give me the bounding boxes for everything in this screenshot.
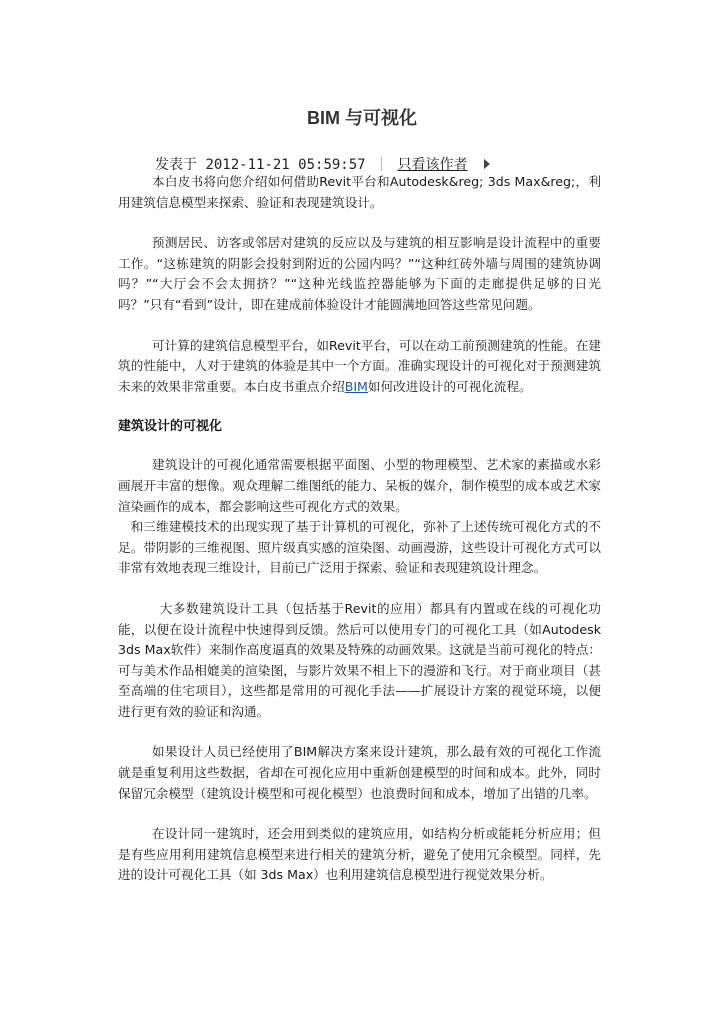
paragraph-design-tools: 大多数建筑设计工具（包括基于Revit的应用）都具有内置或在线的可视化功能，以便在设计流程中快速得到反馈。然后可以使用专门的可视化工具（如Autodesk 3ds Max软件）来制作高度逼真的效果及特殊的动画效果。这就是当前可视化的特点：可与美术作品相媲美的渲染图，与影片效果不相上下的漫游和飞行。对于商业项目（甚至高端的住宅项目），这些都是常用的可视化手法——扩展设计方案的视觉环境，以便进行更有效的验证和沟通。 — [118, 600, 601, 719]
paragraph-3d-modeling: 和三维建模技术的出现实现了基于计算机的可视化，弥补了上述传统可视化方式的不足。带阴影的三维视图、照片级真实感的渲染图、动画漫游，这些设计可视化方式可以非常有效地表现三维设计，目前已广泛用于探索、验证和表现建筑设计理念。 — [118, 519, 601, 576]
paragraph-traditional-visualization: 建筑设计的可视化通常需要根据平面图、小型的物理模型、艺术家的素描或水彩画展开丰富的想像。观众理解二维图纸的能力、呆板的媒介，制作模型的成本或艺术家渲染画作的成本，都会影响这些可视化方式的效果。 — [118, 457, 601, 514]
author-only-link[interactable]: 只看该作者 — [397, 157, 468, 173]
posted-label: 发表于 — [155, 157, 197, 173]
meta-divider — [381, 157, 382, 171]
page-title: BIM 与可视化 — [307, 108, 417, 128]
paragraph-bim-platform-text-2: 如何改进设计的可视化流程。 — [367, 378, 532, 394]
paragraph-workflow: 如果设计人员已经使用了BIM解决方案来设计建筑，那么最有效的可视化工作流就是重复利用这些数据，省却在可视化应用中重新创建模型的时间和成本。此外，同时保留冗余模型（建筑设计模型和可视化模型）也浪费时间和成本，增加了出错的几率。 — [118, 744, 601, 801]
bim-link[interactable]: BIM — [344, 378, 368, 394]
paragraph-intro: 本白皮书将向您介绍如何借助Revit平台和Autodesk&reg; 3ds Max&reg;，利用建筑信息模型来探索、验证和表现建筑设计。 — [118, 174, 601, 210]
section-heading: 建筑设计的可视化 — [118, 419, 223, 435]
paragraph-analysis: 在设计同一建筑时，还会用到类似的建筑应用，如结构分析或能耗分析应用；但是有些应用利用建筑信息模型来进行相关的建筑分析，避免了使用冗余模型。同样，先进的设计可视化工具（如 3ds Max）也利用建筑信息模型进行视觉效果分析。 — [118, 826, 601, 883]
post-datetime: 2012-11-21 05:59:57 — [205, 157, 366, 173]
paragraph-prediction: 预测居民、访客或邻居对建筑的反应以及与建筑的相互影响是设计流程中的重要工作。“这栋建筑的阴影会投射到附近的公园内吗？”“这种红砖外墙与周围的建筑协调吗？”“大厅会不会太拥挤？”“这种光线监控器能够为下面的走廊提供足够的日光吗？”只有“看到”设计，即在建成前体验设计才能圆满地回答这些常见问题。 — [118, 235, 601, 312]
play-arrow-icon — [484, 159, 490, 169]
article-body — [118, 172, 601, 906]
paragraph-bim-platform-text-1: 可计算的建筑信息模型平台，如Revit平台，可以在动工前预测建筑的性能。在建筑的性能中，人对于建筑的体验是其中一个方面。准确实现设计的可视化对于预测建筑未来的效果非常重要。本白皮书重点介绍 — [118, 337, 601, 394]
paragraph-bim-platform — [118, 336, 601, 398]
